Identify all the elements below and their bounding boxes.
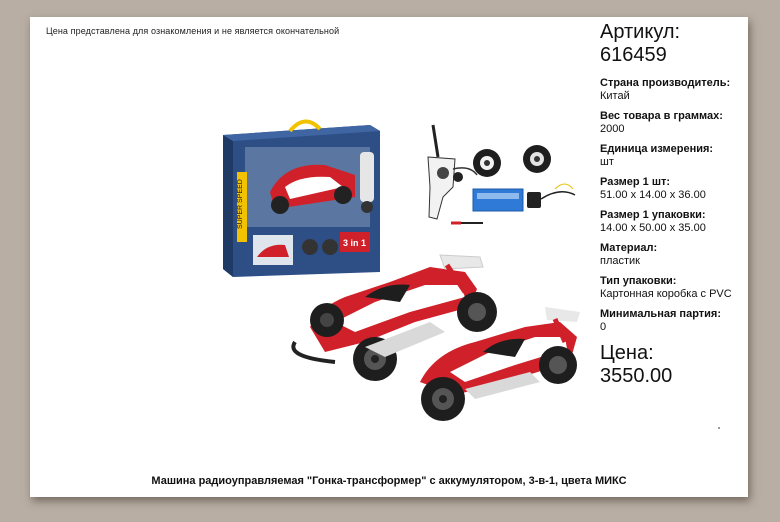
box-brand-text: SUPER SPEED [237, 179, 244, 229]
battery-charger-image [451, 184, 575, 223]
spare-wheels-image [473, 145, 551, 177]
property-label: Страна производитель: [600, 77, 731, 89]
price-value: 3550.00 [600, 365, 673, 387]
product-box-image [223, 121, 380, 277]
property-value: 0 [600, 321, 607, 333]
article-number: 616459 [600, 44, 667, 66]
product-photo [215, 117, 585, 422]
product-info-panel [600, 21, 745, 388]
property-value: шт [600, 156, 614, 168]
property-label: Размер 1 шт: [600, 176, 671, 188]
property-label: Материал: [600, 242, 658, 254]
property-min-order [600, 308, 745, 334]
property-value: 2000 [600, 123, 625, 135]
stray-mark [718, 427, 720, 429]
article-block [600, 21, 745, 67]
property-weight [600, 110, 745, 136]
price-disclaimer: Цена представлена для ознакомления и не является окончательной [46, 26, 340, 36]
property-package-size [600, 209, 745, 235]
property-package-type [600, 275, 745, 301]
property-label: Минимальная партия: [600, 308, 721, 320]
property-label: Единица измерения: [600, 143, 714, 155]
remote-controller-image [428, 125, 477, 219]
product-card [30, 17, 748, 497]
property-label: Тип упаковки: [600, 275, 677, 287]
price-label: Цена: [600, 342, 654, 364]
property-value: 14.00 x 50.00 x 35.00 [600, 222, 706, 234]
property-item-size [600, 176, 745, 202]
product-title: Машина радиоуправляемая "Гонка-трансформер" с аккумулятором, 3-в-1, цвета МИКС [151, 475, 627, 487]
property-value: Картонная коробка с PVC [600, 288, 732, 300]
property-value: Китай [600, 90, 630, 102]
price-block [600, 342, 745, 388]
box-badge-text: 3 in 1 [343, 238, 367, 248]
property-value: 51.00 x 14.00 x 36.00 [600, 189, 706, 201]
property-label: Размер 1 упаковки: [600, 209, 706, 221]
car-image-2 [420, 307, 580, 421]
article-label: Артикул: [600, 21, 681, 43]
property-unit [600, 143, 745, 169]
property-material [600, 242, 745, 268]
property-value: пластик [600, 255, 640, 267]
property-label: Вес товара в граммах: [600, 110, 723, 122]
property-country [600, 77, 745, 103]
